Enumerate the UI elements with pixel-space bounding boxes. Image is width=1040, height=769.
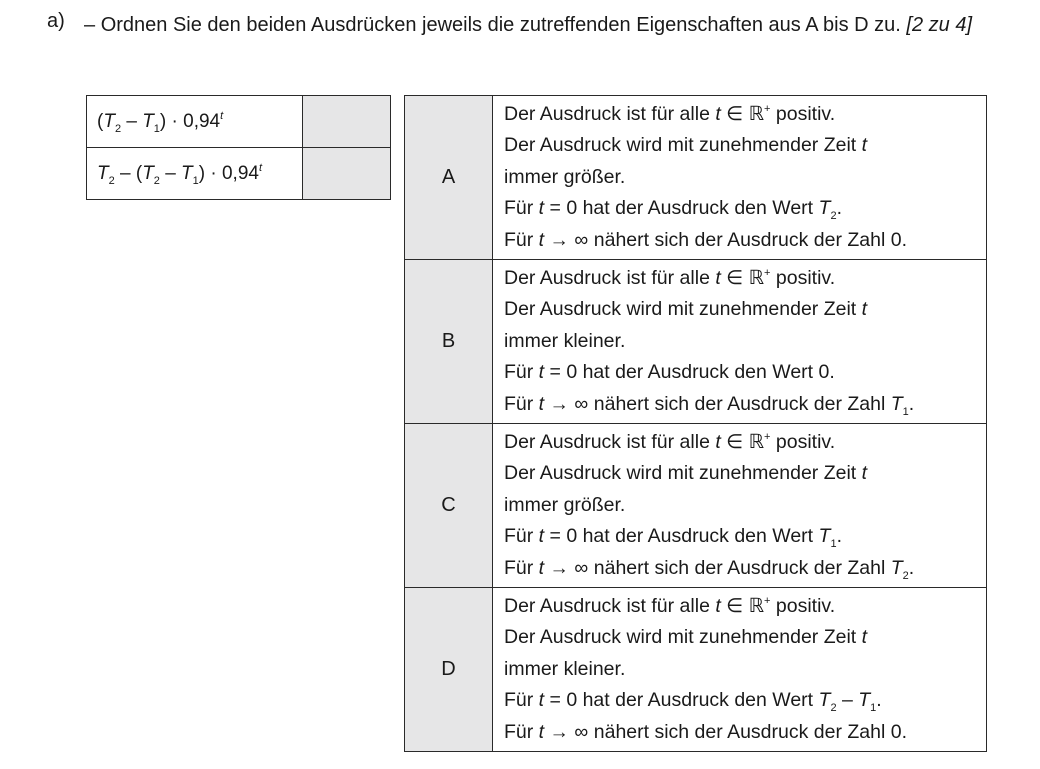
- option-desc-c: [493, 424, 987, 588]
- option-line: Für t → ∞ nähert sich der Ausdruck der Zahl 0.: [504, 720, 907, 743]
- option-line: Für t → ∞ nähert sich der Ausdruck der Zahl $T_1$.: [504, 392, 915, 418]
- option-row-c: [405, 424, 987, 588]
- expression-2: $T_2 - (T_2 - T_1) \cdot 0,94^t$: [87, 148, 303, 200]
- option-line: immer größer.: [504, 493, 626, 516]
- option-row-b: [405, 260, 987, 424]
- options-table: [404, 95, 987, 752]
- expression-table: [86, 95, 391, 200]
- option-line: Der Ausdruck ist für alle t ∈ ℝ+ positiv.: [504, 430, 836, 453]
- option-line: Für t → ∞ nähert sich der Ausdruck der Zahl $T_2$.: [504, 556, 915, 582]
- option-line: Der Ausdruck wird mit zunehmender Zeit t: [504, 298, 868, 321]
- task-points: [2 zu 4]: [906, 14, 973, 36]
- option-letter-c: C: [405, 424, 493, 588]
- answer-box-1[interactable]: [303, 96, 391, 148]
- option-line: Für t = 0 hat der Ausdruck den Wert $T_1$.: [504, 525, 842, 551]
- option-line: Der Ausdruck ist für alle t ∈ ℝ+ positiv.: [504, 266, 836, 289]
- option-line: Der Ausdruck wird mit zunehmender Zeit t: [504, 134, 868, 157]
- option-line: Der Ausdruck ist für alle t ∈ ℝ+ positiv.: [504, 102, 836, 125]
- option-line: Für t → ∞ nähert sich der Ausdruck der Zahl 0.: [504, 228, 907, 251]
- option-row-a: [405, 96, 987, 260]
- expression-row: [87, 96, 391, 148]
- option-letter-d: D: [405, 588, 493, 752]
- option-line: Für t = 0 hat der Ausdruck den Wert 0.: [504, 361, 835, 384]
- option-line: Für t = 0 hat der Ausdruck den Wert $T_2 - T_1$.: [504, 689, 882, 715]
- option-desc-a: [493, 96, 987, 260]
- task-instruction: [84, 10, 984, 41]
- answer-box-2[interactable]: [303, 148, 391, 200]
- option-letter-a: A: [405, 96, 493, 260]
- option-desc-d: [493, 588, 987, 752]
- option-desc-b: [493, 260, 987, 424]
- option-row-d: [405, 588, 987, 752]
- option-letter-b: B: [405, 260, 493, 424]
- option-line: Der Ausdruck wird mit zunehmender Zeit t: [504, 462, 868, 485]
- task-text: Ordnen Sie den beiden Ausdrücken jeweils die zutreffenden Eigenschaften aus A bis D zu.: [100, 14, 901, 36]
- expression-row: [87, 148, 391, 200]
- option-line: immer kleiner.: [504, 657, 626, 680]
- option-line: Der Ausdruck wird mit zunehmender Zeit t: [504, 626, 868, 649]
- expression-1: $(T_2 - T_1) \cdot 0,94^t$: [87, 96, 303, 148]
- option-line: Für t = 0 hat der Ausdruck den Wert $T_2$.: [504, 197, 842, 223]
- option-line: immer kleiner.: [504, 329, 626, 352]
- option-line: Der Ausdruck ist für alle t ∈ ℝ+ positiv.: [504, 594, 836, 617]
- option-line: immer größer.: [504, 165, 626, 188]
- task-dash: –: [84, 14, 96, 36]
- task-label: a): [47, 10, 65, 32]
